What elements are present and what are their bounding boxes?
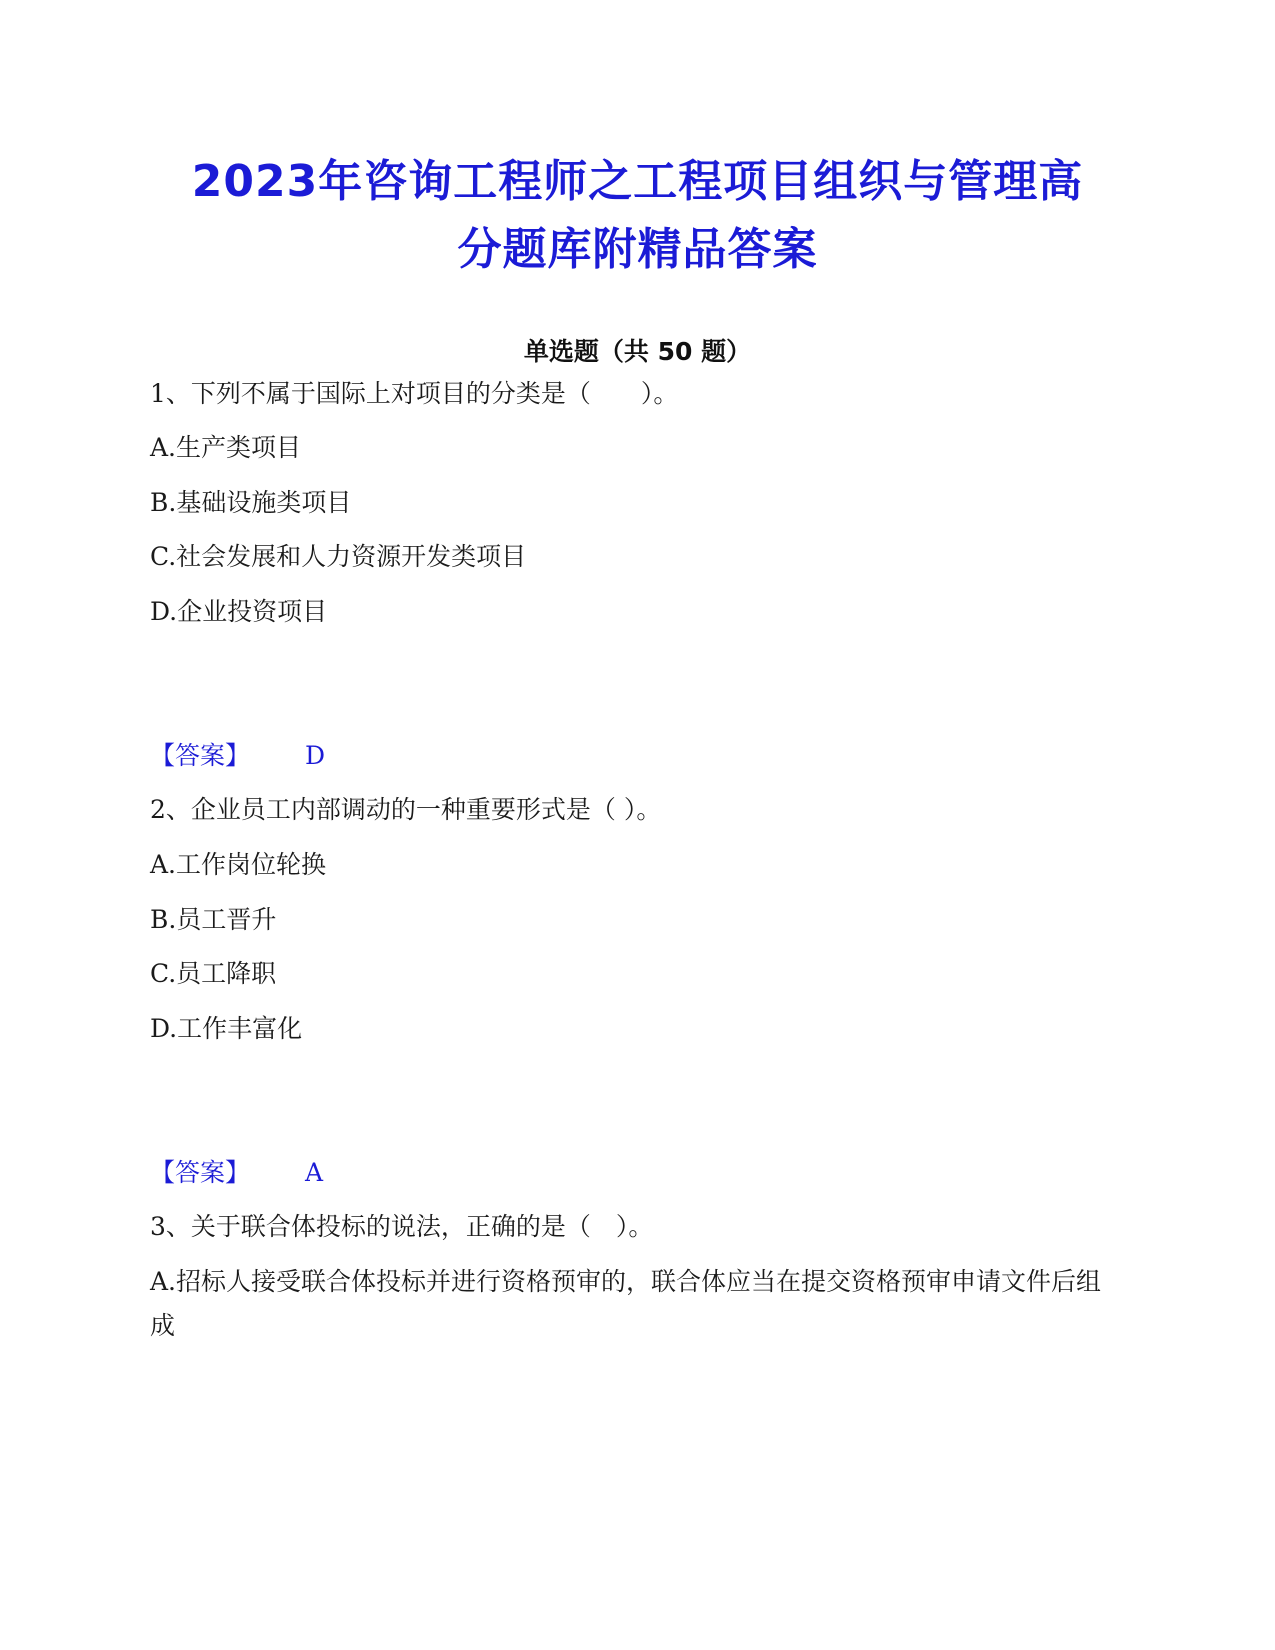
- question-1-option-d: D.企业投资项目: [150, 597, 328, 626]
- answer-label: 【答案】: [150, 1158, 251, 1187]
- question-2-answer: [150, 1155, 323, 1191]
- question-2-option-d: D.工作丰富化: [150, 1014, 303, 1043]
- question-2-option-b: B.员工晋升: [150, 905, 277, 934]
- question-2-option-c: C.员工降职: [150, 959, 277, 988]
- question-3-option-a: A.招标人接受联合体投标并进行资格预审的，联合体应当在提交资格预审申请文件后组成: [150, 1267, 1102, 1340]
- question-2-stem: 2、企业员工内部调动的一种重要形式是（ ）。: [150, 795, 662, 824]
- document-title-line-1: 2023年咨询工程师之工程项目组织与管理高: [191, 156, 1084, 207]
- answer-label: 【答案】: [150, 741, 251, 770]
- question-2-option-a: A.工作岗位轮换: [150, 850, 327, 879]
- question-1-option-b: B.基础设施类项目: [150, 488, 352, 517]
- answer-value: A: [305, 1158, 324, 1187]
- answer-value: D: [305, 741, 326, 770]
- question-1-stem: 1、下列不属于国际上对项目的分类是（ ）。: [150, 379, 679, 408]
- document-title-line-2: 分题库附精品答案: [457, 224, 818, 275]
- question-1-answer: [150, 738, 325, 774]
- section-heading: 单选题（共 50 题）: [523, 337, 752, 366]
- question-3-stem: 3、关于联合体投标的说法，正确的是（ ）。: [150, 1212, 654, 1241]
- question-1-option-a: A.生产类项目: [150, 433, 302, 462]
- question-1-option-c: C.社会发展和人力资源开发类项目: [150, 542, 527, 571]
